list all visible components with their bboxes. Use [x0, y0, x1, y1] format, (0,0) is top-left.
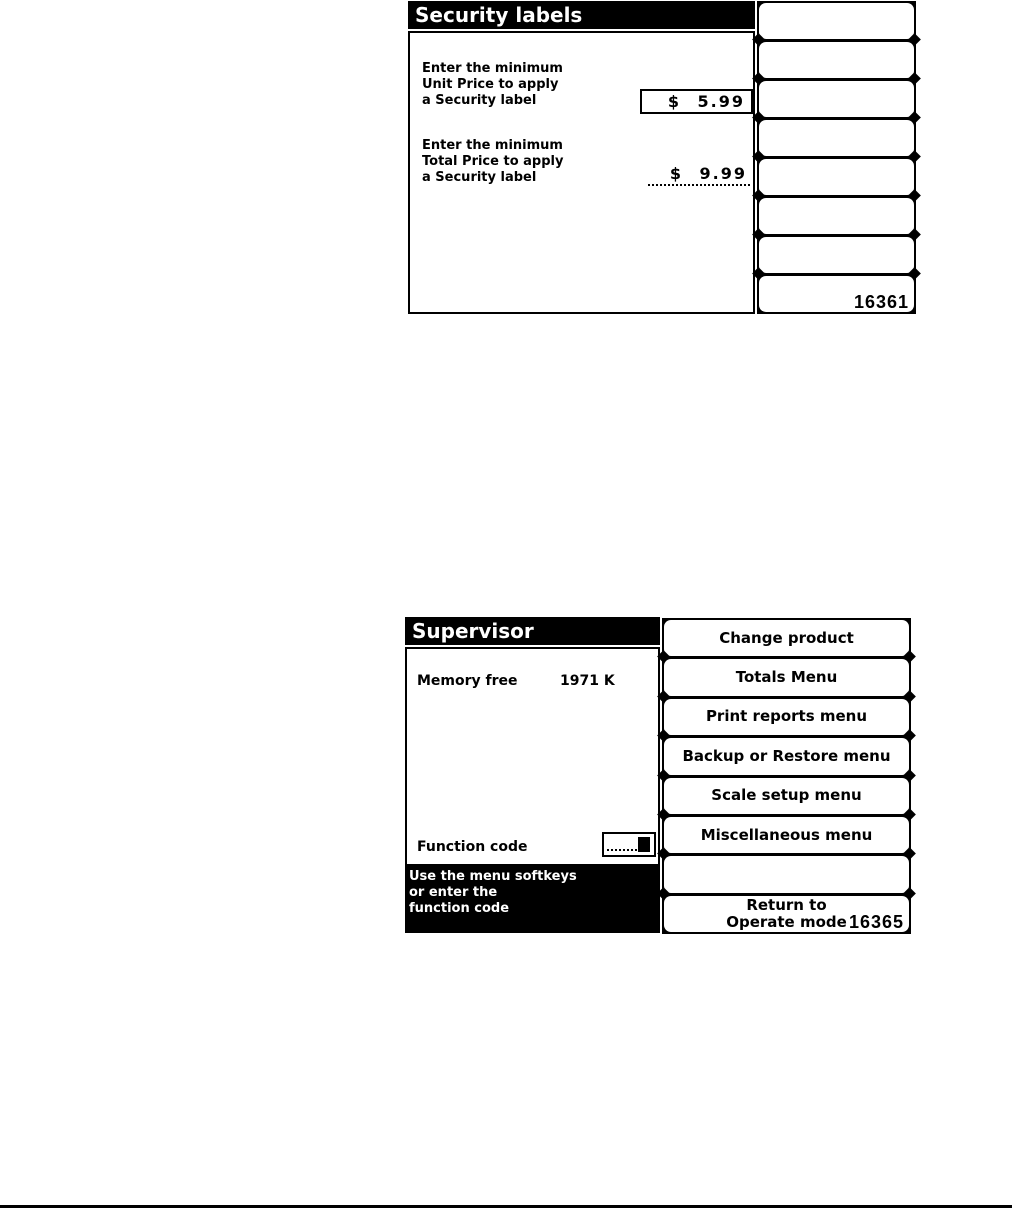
security-softkey-4[interactable]	[759, 120, 914, 156]
input-dotted-leader	[607, 849, 637, 851]
page-footer-rule	[0, 1205, 1012, 1208]
softkey-scale-setup-menu-label: Scale setup menu	[711, 786, 862, 805]
memory-free-label: Memory free	[417, 673, 518, 689]
softkey-totals-menu-label: Totals Menu	[735, 668, 838, 687]
security-softkey-1[interactable]	[759, 3, 914, 39]
softkey-return-line2: Operate mode	[726, 912, 847, 931]
function-code-label: Function code	[417, 839, 528, 855]
softkey-blank[interactable]	[664, 856, 909, 892]
softkey-change-product[interactable]	[664, 620, 909, 656]
status-line2: or enter the	[409, 885, 498, 900]
figure-number-16361: 16361	[853, 292, 909, 312]
unit-price-value: $ 5.99	[645, 92, 748, 114]
supervisor-screen	[405, 617, 911, 935]
security-screen-title: Security labels	[415, 3, 583, 27]
figure-number-16365: 16365	[848, 912, 904, 932]
security-title-bar	[408, 1, 755, 29]
softkey-miscellaneous-menu[interactable]	[664, 817, 909, 853]
supervisor-title-bar	[405, 617, 660, 645]
total-price-prompt-line2: Total Price to apply	[422, 154, 564, 169]
status-line1: Use the menu softkeys	[409, 869, 577, 884]
softkey-backup-restore-menu[interactable]	[664, 738, 909, 774]
softkey-return-line1: Return to	[746, 895, 827, 914]
unit-price-prompt-line1: Enter the minimum	[422, 61, 563, 76]
unit-price-prompt-line3: a Security label	[422, 93, 537, 108]
security-softkey-5[interactable]	[759, 159, 914, 195]
security-softkey-column	[757, 1, 916, 314]
memory-free-value: 1971 K	[560, 673, 615, 689]
softkey-miscellaneous-menu-label: Miscellaneous menu	[700, 825, 873, 844]
softkey-print-reports-menu-label: Print reports menu	[705, 707, 868, 726]
security-softkey-7[interactable]	[759, 237, 914, 273]
security-softkey-3[interactable]	[759, 81, 914, 117]
softkey-scale-setup-menu[interactable]	[664, 778, 909, 814]
security-labels-screen	[408, 1, 916, 318]
total-price-prompt-line3: a Security label	[422, 170, 537, 185]
text-cursor	[638, 837, 650, 852]
total-price-field[interactable]	[648, 164, 750, 186]
softkey-change-product-label: Change product	[719, 628, 854, 647]
total-price-prompt	[422, 138, 563, 186]
softkey-backup-restore-menu-label: Backup or Restore menu	[682, 746, 891, 765]
total-price-prompt-line1: Enter the minimum	[422, 138, 563, 153]
supervisor-status-bar	[405, 866, 660, 933]
unit-price-prompt	[422, 61, 563, 109]
supervisor-screen-title: Supervisor	[412, 619, 534, 643]
softkey-totals-menu[interactable]	[664, 659, 909, 695]
security-softkey-6[interactable]	[759, 198, 914, 234]
unit-price-prompt-line2: Unit Price to apply	[422, 77, 559, 92]
supervisor-softkey-column	[662, 618, 911, 934]
softkey-print-reports-menu[interactable]	[664, 699, 909, 735]
security-softkey-8[interactable]	[759, 276, 914, 312]
softkey-return-to-operate-mode[interactable]	[664, 896, 909, 932]
total-price-value: $ 9.99	[648, 164, 750, 186]
function-code-input[interactable]	[602, 832, 656, 857]
status-line3: function code	[409, 901, 510, 916]
security-softkey-2[interactable]	[759, 42, 914, 78]
unit-price-field[interactable]	[640, 89, 753, 114]
